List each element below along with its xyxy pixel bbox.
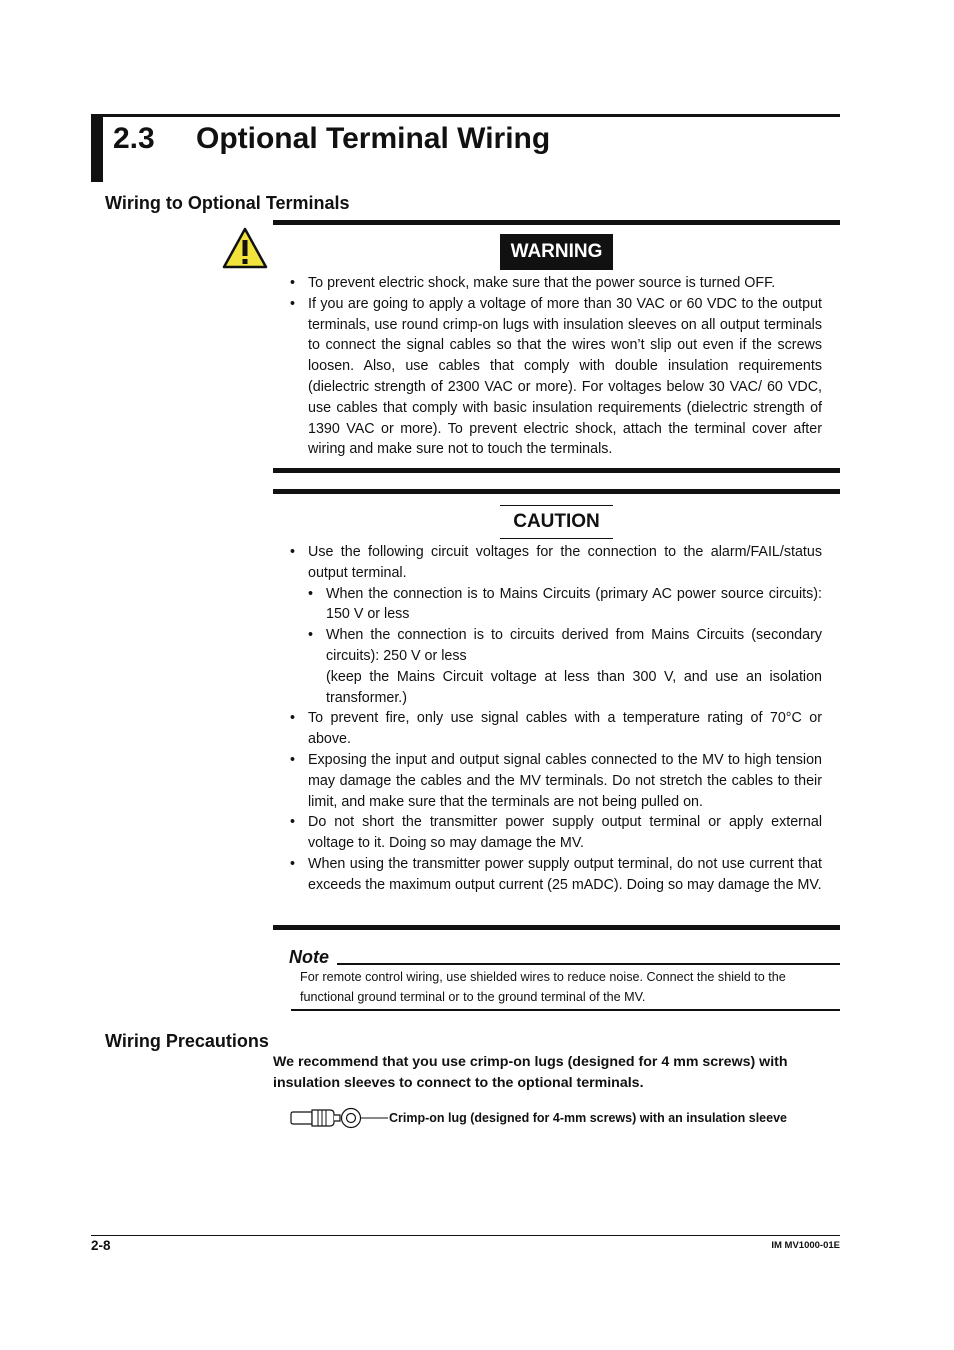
subheading-wiring-optional: Wiring to Optional Terminals (105, 193, 350, 213)
footer-rule (91, 1235, 840, 1236)
note-top-rule (337, 963, 840, 965)
caution-subitem (308, 625, 822, 708)
warning-item: • To prevent electric shock, make sure that the power source is turned OFF. (290, 273, 822, 294)
warning-list (290, 273, 822, 460)
precaution-text: We recommend that you use crimp-on lugs (designed for 4 mm screws) with insulation sleeves to connect to the optional terminals. (273, 1054, 788, 1091)
caution-subitem: • When the connection is to Mains Circuits (primary AC power source circuits): 150 V or less (308, 584, 822, 626)
note-bottom-rule (291, 1009, 840, 1011)
caution-item (290, 542, 822, 708)
caution-label: CAUTION (500, 505, 613, 539)
note-label: Note (289, 947, 329, 967)
caution-list (290, 542, 822, 896)
caution-subitem-note: (keep the Mains Circuit voltage at less than 300 V, and use an isolation transformer.) (326, 668, 822, 706)
section-title: Optional Terminal Wiring (196, 122, 551, 155)
caution-item: • When using the transmitter power supply output terminal, do not use current that exceeds the maximum output current (25 mADC). Doing so may damage the MV. (290, 854, 822, 896)
warning-item: • If you are going to apply a voltage of more than 30 VAC or 60 VDC to the output terminals, use round crimp-on lugs with insulation sleeves on all output terminals to connect the signal cables so that the wires won’t slip out even if the screws loosen. Also, use cables that comply with double insulation requirements (dielectric strength of 2300 VAC or more). For voltages below 30 VAC/ 60 VDC, use cables that comply with basic insulation requirements (dielectric strength of 1390 VAC or more). To prevent electric shock, attach the terminal cover after wiring and make sure not to touch the terminals. (290, 294, 822, 460)
subheading-wiring-precautions: Wiring Precautions (105, 1031, 269, 1051)
caution-subitem-text: When the connection is to circuits derived from Mains Circuits (secondary circuits): 250 V or less (326, 627, 822, 664)
caution-top-rule (273, 489, 840, 494)
crimp-lug-icon (290, 1106, 390, 1130)
warning-triangle-icon (222, 227, 268, 269)
caution-item: • Do not short the transmitter power supply output terminal or apply external voltage to it. Doing so may damage the MV. (290, 812, 822, 854)
note-text: For remote control wiring, use shielded wires to reduce noise. Connect the shield to the functional ground terminal or to the ground terminal of the MV. (300, 970, 786, 1004)
section-rule (103, 114, 840, 117)
caution-item-text: Use the following circuit voltages for the connection to the alarm/FAIL/status output terminal. (308, 544, 822, 581)
caution-bottom-rule (273, 925, 840, 930)
warning-label: WARNING (500, 234, 613, 270)
page-number: 2-8 (91, 1238, 111, 1253)
section-number: 2.3 (113, 122, 155, 155)
document-id: IM MV1000-01E (771, 1240, 840, 1251)
caution-item: • Exposing the input and output signal cables connected to the MV to high tension may damage the cables and the MV terminals. Do not stretch the cables to their limit, and make sure that the terminals are not being pulled on. (290, 750, 822, 812)
caution-item: • To prevent fire, only use signal cables with a temperature rating of 70°C or above. (290, 708, 822, 750)
section-bar (91, 114, 103, 182)
warning-top-rule (273, 220, 840, 225)
lug-caption: Crimp-on lug (designed for 4-mm screws) with an insulation sleeve (389, 1111, 787, 1125)
warning-bottom-rule (273, 468, 840, 473)
